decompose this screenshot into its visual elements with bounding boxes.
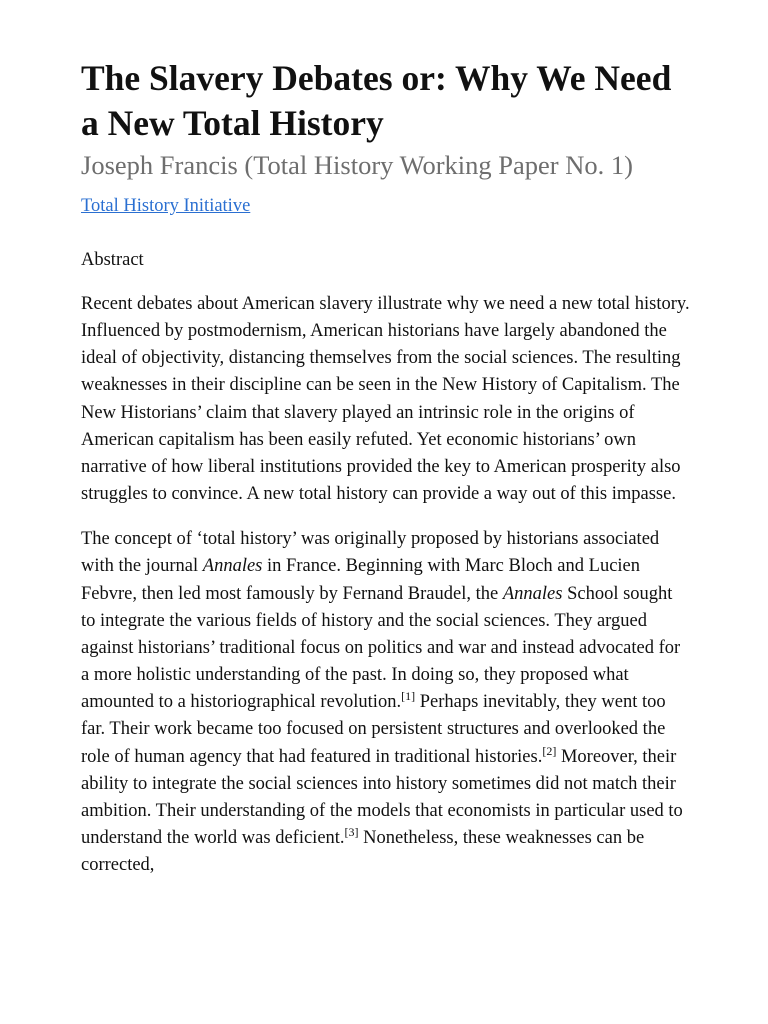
total-history-initiative-link[interactable]: Total History Initiative (81, 196, 251, 216)
body-text: Moreover, their ability to integrate the social sciences into history sometimes did not match their ambition. Their understanding of the models that economists in particular used to understand the world was deficient. (81, 746, 683, 848)
document-subtitle: Joseph Francis (Total History Working Paper No. 1) (81, 150, 633, 180)
body-text: School sought to integrate the various fields of history and the social sciences. They argued against historians’ traditional focus on politics and war and instead advocated for a more holistic understanding of the past. In doing so, they proposed what amounted to a historiographical revolution. (81, 583, 681, 713)
body-text: Nonetheless, these weaknesses can be corrected, (81, 827, 645, 876)
abstract-paragraph: Recent debates about American slavery illustrate why we need a new total history. Influenced by postmodernism, American historians have largely abandoned the ideal of objectivity, distancing themselves from the social sciences. The resulting weaknesses in their discipline can be seen in the New History of Capitalism. The New Historians’ claim that slavery played an intrinsic role in the origins of American capitalism has been easily refuted. Yet economic historians’ own narrative of how liberal institutions provided the key to American prosperity also struggles to convince. A new total history can provide a way out of this impasse. (81, 294, 690, 505)
abstract-label: Abstract (81, 250, 144, 270)
body-text: The concept of ‘total history’ was originally proposed by historians associated with the journal (81, 529, 660, 577)
footnote-ref-1[interactable]: [1] (401, 689, 416, 704)
body-text: Perhaps inevitably, they went too far. Their work became too focused on persistent structures and overlooked the role of human agency that had featured in traditional histories. (81, 692, 666, 767)
body-text: in France. Beginning with Marc Bloch and Lucien Febvre, then led most famously by Fernand Braudel, the (81, 556, 641, 604)
document-page (81, 56, 691, 879)
footnote-ref-2[interactable]: [2] (542, 743, 557, 758)
document-title: The Slavery Debates or: Why We Need a New Total History (81, 58, 672, 143)
footnote-ref-3[interactable]: [3] (344, 824, 359, 839)
journal-name: Annales (202, 556, 263, 577)
journal-name: Annales (502, 583, 563, 604)
body-paragraph (81, 526, 691, 879)
